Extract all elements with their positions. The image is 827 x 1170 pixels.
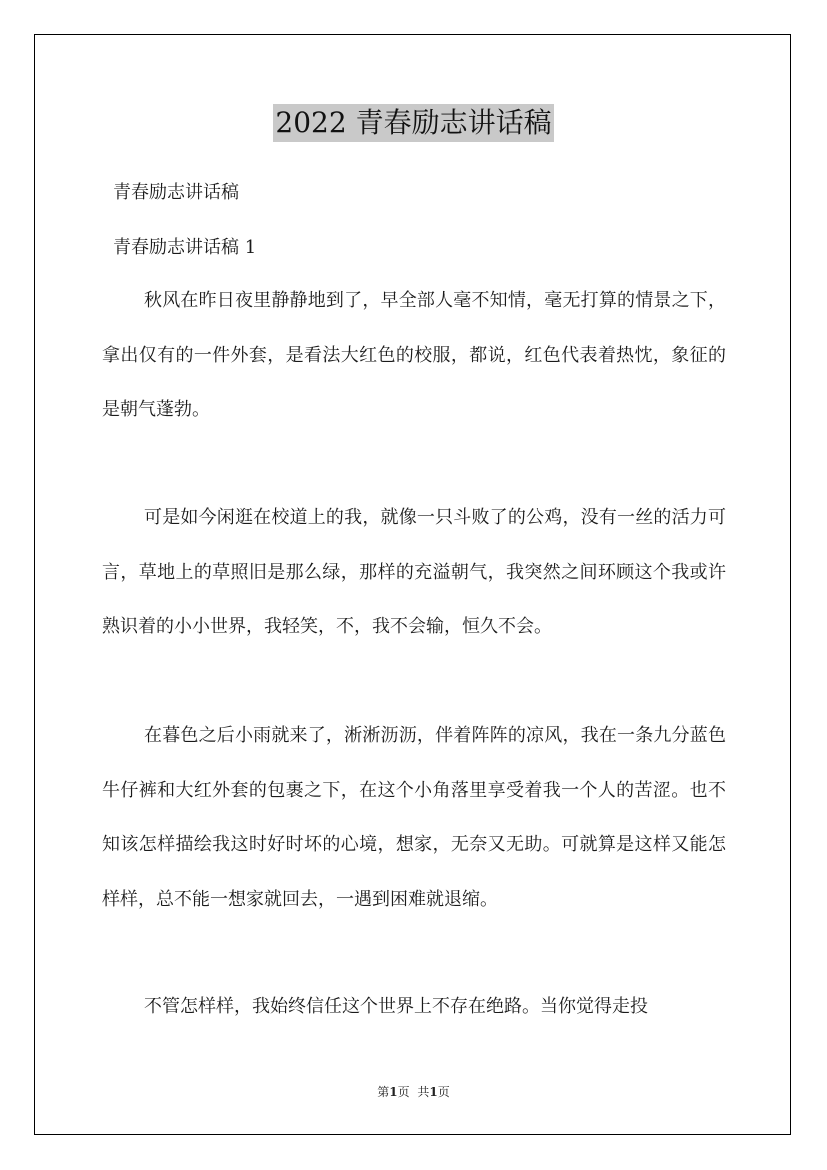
paragraph-2: 可是如今闲逛在校道上的我，就像一只斗败了的公鸡，没有一丝的活力可言，草地上的草照旧是那么绿，那样的充溢朝气，我突然之间环顾这个我或许熟识着的小小世界，我轻笑，不，我不会输，恒久不会。 <box>102 507 726 637</box>
total-suffix: 页 <box>437 1085 450 1099</box>
document-subtitle: 青春励志讲话稿 <box>113 182 239 203</box>
paragraph-3: 在暮色之后小雨就来了，淅淅沥沥，伴着阵阵的凉风，我在一条九分蓝色牛仔裤和大红外套的包裹之下，在这个小角落里享受着我一个人的苦涩。也不知该怎样描绘我这时好时坏的心境，想家，无奈又无助。可就算是这样又能怎样样，总不能一想家就回去，一遇到困难就退缩。 <box>102 725 726 910</box>
page-footer <box>0 1083 827 1101</box>
page-suffix: 页 <box>397 1085 410 1099</box>
paragraph-1: 秋风在昨日夜里静静地到了，早全部人毫不知情，毫无打算的情景之下，拿出仅有的一件外套，是看法大红色的校服，都说，红色代表着热忱，象征的是朝气蓬勃。 <box>102 290 726 420</box>
paragraph-4: 不管怎样样，我始终信任这个世界上不存在绝路。当你觉得走投 <box>144 996 648 1017</box>
total-pages: 1 <box>429 1085 438 1099</box>
document-title: 2022 青春励志讲话稿 <box>273 104 553 142</box>
section-heading: 青春励志讲话稿 1 <box>113 237 257 258</box>
title-container <box>0 104 827 142</box>
total-prefix: 共 <box>417 1085 430 1099</box>
page-prefix: 第 <box>377 1085 390 1099</box>
page-number: 1 <box>389 1085 398 1099</box>
